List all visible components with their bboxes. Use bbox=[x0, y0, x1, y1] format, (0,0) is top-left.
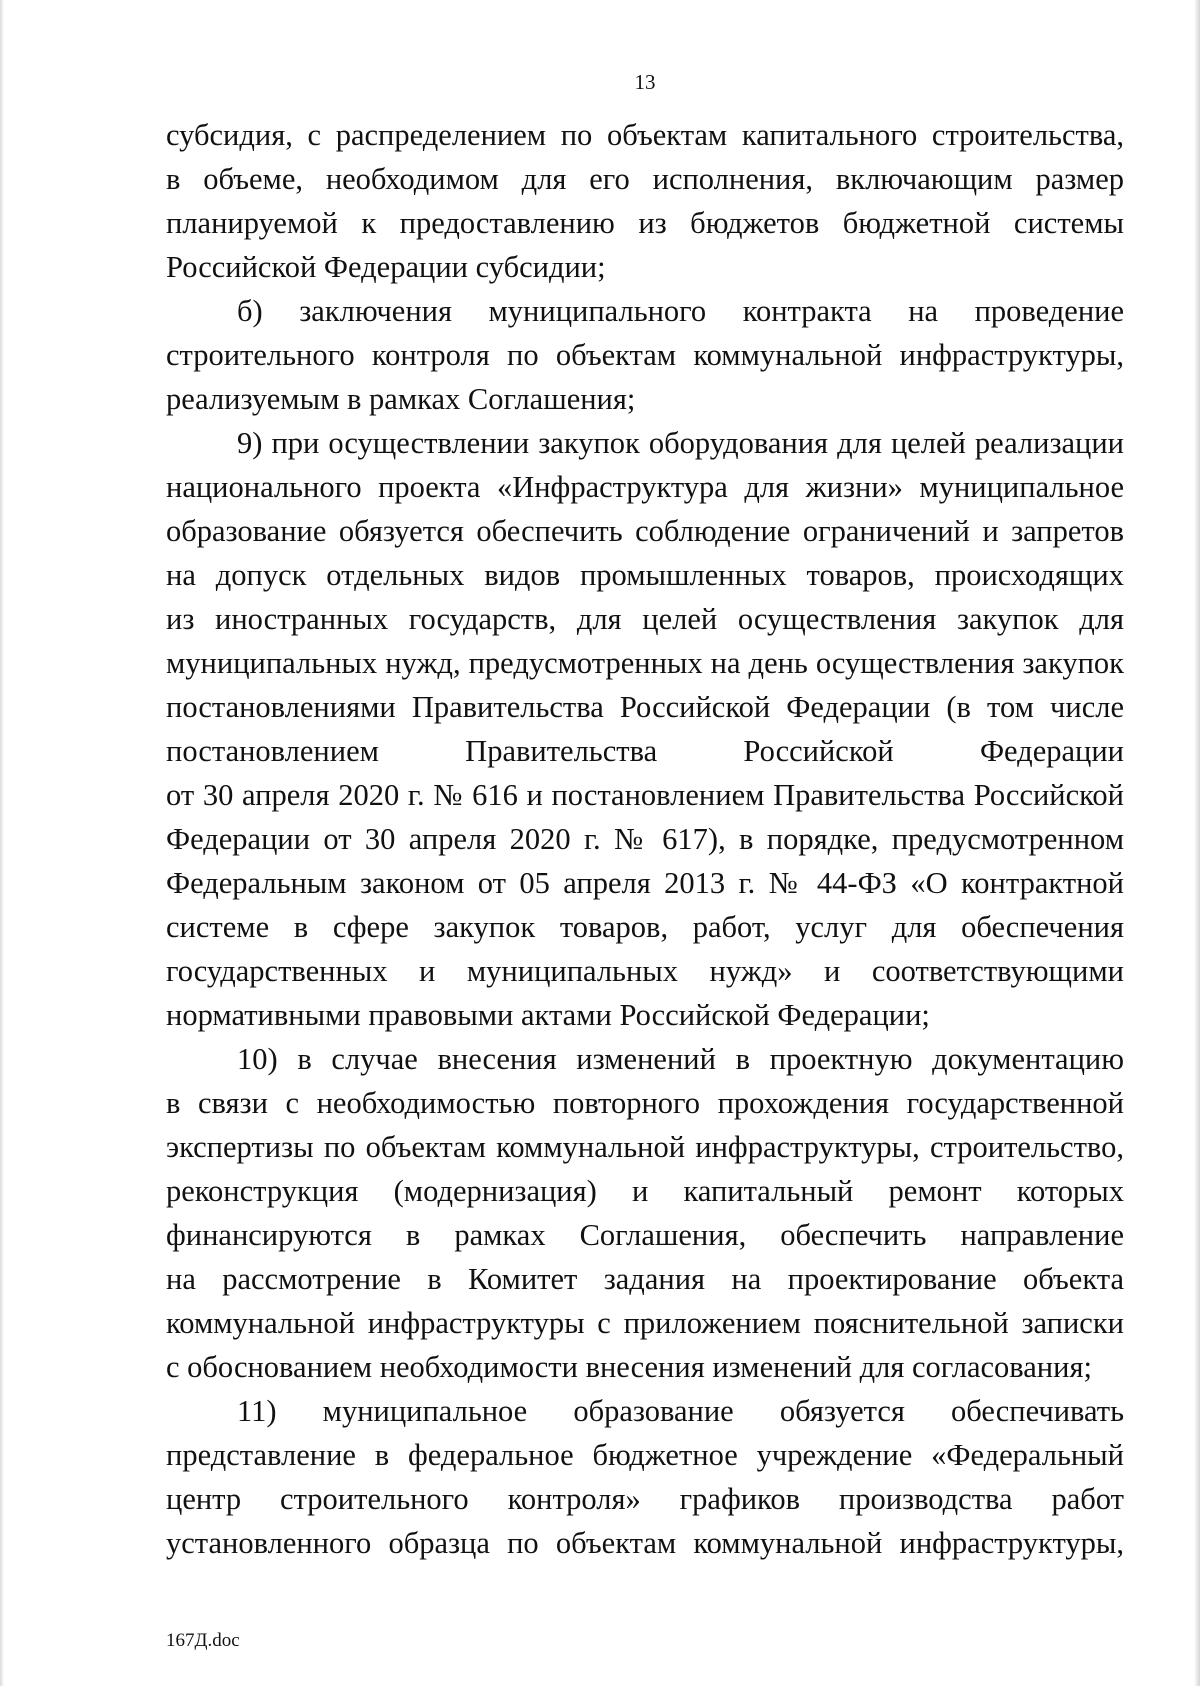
text-line: Российской Федерации субсидии; bbox=[166, 250, 606, 284]
text-line: 10) в случае внесения изменений в проектную документацию bbox=[237, 1042, 1124, 1076]
scan-edge-left bbox=[0, 0, 4, 1686]
text-line: планируемой к предоставлению из бюджетов бюджетной системы bbox=[166, 206, 1124, 240]
text-line: в объеме, необходимом для его исполнения, включающим размер bbox=[166, 162, 1124, 196]
text-line: представление в федеральное бюджетное учреждение «Федеральный bbox=[166, 1438, 1124, 1472]
text-line: образование обязуется обеспечить соблюдение ограничений и запретов bbox=[166, 514, 1124, 548]
text-line: Федеральным законом от 05 апреля 2013 г. № 44-ФЗ «О контрактной bbox=[166, 866, 1124, 900]
text-line: с обоснованием необходимости внесения изменений для согласования; bbox=[166, 1350, 1092, 1384]
scan-edge-right bbox=[1194, 0, 1200, 1686]
text-line: системе в сфере закупок товаров, работ, услуг для обеспечения bbox=[166, 910, 1124, 944]
text-line: установленного образца по объектам коммунальной инфраструктуры, bbox=[166, 1526, 1124, 1560]
page-number: 13 bbox=[634, 70, 656, 94]
text-line: от 30 апреля 2020 г. № 616 и постановлением Правительства Российской bbox=[166, 778, 1124, 812]
text-line: 9) при осуществлении закупок оборудования для целей реализации bbox=[237, 426, 1124, 460]
text-line: финансируются в рамках Соглашения, обеспечить направление bbox=[166, 1218, 1124, 1252]
text-line: муниципальных нужд, предусмотренных на день осуществления закупок bbox=[166, 646, 1124, 680]
text-line: реконструкция (модернизация) и капитальный ремонт которых bbox=[166, 1174, 1124, 1208]
text-line: нормативными правовыми актами Российской Федерации; bbox=[166, 998, 930, 1032]
text-line: Федерации от 30 апреля 2020 г. № 617), в порядке, предусмотренном bbox=[166, 822, 1124, 856]
text-line: государственных и муниципальных нужд» и соответствующими bbox=[166, 954, 1124, 988]
text-line: 11) муниципальное образование обязуется обеспечивать bbox=[237, 1394, 1124, 1428]
text-line: национального проекта «Инфраструктура для жизни» муниципальное bbox=[166, 470, 1124, 504]
text-line: реализуемым в рамках Соглашения; bbox=[166, 382, 636, 416]
text-line: постановлением Правительства Российской Федерации bbox=[166, 734, 1124, 768]
text-line: субсидия, с распределением по объектам капитального строительства, bbox=[166, 118, 1124, 152]
text-line: постановлениями Правительства Российской Федерации (в том числе bbox=[166, 690, 1124, 724]
text-line: строительного контроля по объектам коммунальной инфраструктуры, bbox=[166, 338, 1124, 372]
text-line: на рассмотрение в Комитет задания на проектирование объекта bbox=[166, 1262, 1124, 1296]
text-line: экспертизы по объектам коммунальной инфраструктуры, строительство, bbox=[166, 1130, 1124, 1164]
document-body bbox=[166, 113, 1124, 1565]
text-line: коммунальной инфраструктуры с приложением пояснительной записки bbox=[166, 1306, 1124, 1340]
text-line: из иностранных государств, для целей осуществления закупок для bbox=[166, 602, 1124, 636]
text-line: центр строительного контроля» графиков производства работ bbox=[166, 1482, 1124, 1516]
text-line: б) заключения муниципального контракта на проведение bbox=[237, 294, 1124, 328]
footer-filename: 167Д.doc bbox=[166, 1630, 240, 1651]
text-line: на допуск отдельных видов промышленных товаров, происходящих bbox=[166, 558, 1124, 592]
text-line: в связи с необходимостью повторного прохождения государственной bbox=[166, 1086, 1124, 1120]
